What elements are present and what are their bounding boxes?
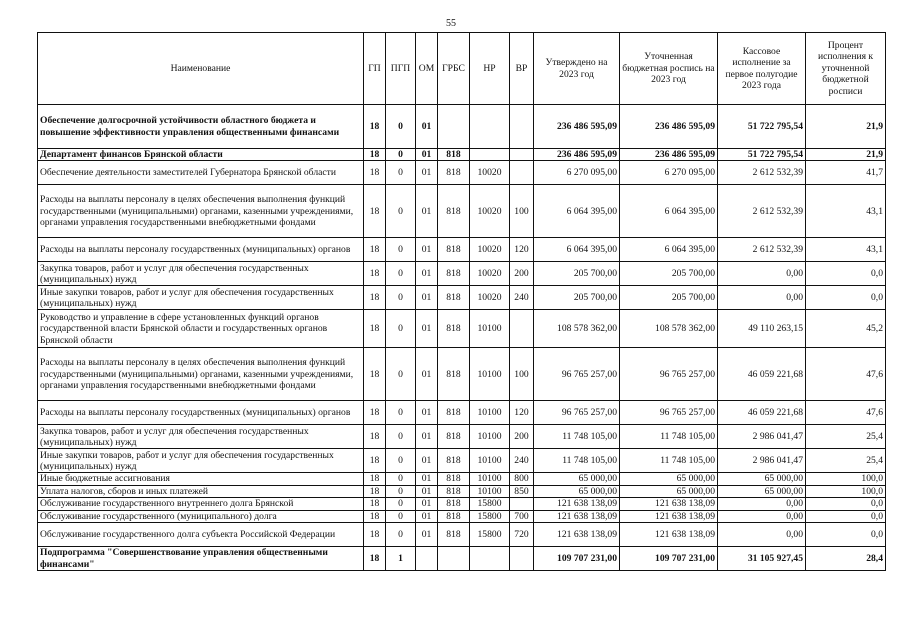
cell-percent: 43,1 — [806, 185, 886, 238]
cell-ppgp: 0 — [386, 149, 416, 161]
cell-name: Иные закупки товаров, работ и услуг для обеспечения государственных (муниципальных) нужд — [38, 449, 364, 473]
cell-approved: 205 700,00 — [534, 262, 620, 286]
cell-refined: 11 748 105,00 — [620, 425, 718, 449]
cell-name: Уплата налогов, сборов и иных платежей — [38, 485, 364, 497]
cell-name: Обеспечение деятельности заместителей Губернатора Брянской области — [38, 161, 364, 185]
table-row — [38, 523, 886, 547]
cell-approved: 121 638 138,09 — [534, 498, 620, 510]
cell-cash: 0,00 — [718, 510, 806, 522]
cell-ppgp: 0 — [386, 498, 416, 510]
cell-gp: 18 — [364, 310, 386, 348]
cell-name: Расходы на выплаты персоналу государственных (муниципальных) органов — [38, 401, 364, 425]
header-grbs: ГРБС — [438, 33, 470, 105]
cell-grbs: 818 — [438, 425, 470, 449]
cell-approved: 96 765 257,00 — [534, 401, 620, 425]
cell-approved: 96 765 257,00 — [534, 348, 620, 401]
cell-approved: 108 578 362,00 — [534, 310, 620, 348]
cell-np: 10100 — [470, 310, 510, 348]
cell-om: 01 — [416, 449, 438, 473]
cell-vr: 100 — [510, 348, 534, 401]
table-row — [38, 425, 886, 449]
cell-percent: 28,4 — [806, 547, 886, 571]
cell-vr: 100 — [510, 185, 534, 238]
table-row — [38, 149, 886, 161]
header-refined: Уточненная бюджетная роспись на 2023 год — [620, 33, 718, 105]
cell-cash: 2 612 532,39 — [718, 185, 806, 238]
cell-refined: 205 700,00 — [620, 286, 718, 310]
table-row — [38, 547, 886, 571]
cell-gp: 18 — [364, 238, 386, 262]
cell-refined: 205 700,00 — [620, 262, 718, 286]
cell-approved: 11 748 105,00 — [534, 449, 620, 473]
cell-name: Обеспечение долгосрочной устойчивости областного бюджета и повышение эффективности управления общественными финансами — [38, 105, 364, 149]
cell-om: 01 — [416, 473, 438, 485]
cell-refined: 96 765 257,00 — [620, 401, 718, 425]
cell-percent: 0,0 — [806, 523, 886, 547]
cell-om — [416, 547, 438, 571]
cell-name: Расходы на выплаты персоналу государственных (муниципальных) органов — [38, 238, 364, 262]
cell-refined: 121 638 138,09 — [620, 498, 718, 510]
cell-cash: 46 059 221,68 — [718, 348, 806, 401]
cell-np: 10100 — [470, 401, 510, 425]
cell-gp: 18 — [364, 149, 386, 161]
cell-approved: 11 748 105,00 — [534, 425, 620, 449]
cell-vr: 120 — [510, 238, 534, 262]
table-row — [38, 485, 886, 497]
cell-percent: 43,1 — [806, 238, 886, 262]
cell-approved: 6 064 395,00 — [534, 185, 620, 238]
cell-grbs: 818 — [438, 262, 470, 286]
cell-ppgp: 0 — [386, 286, 416, 310]
cell-np — [470, 547, 510, 571]
table-row — [38, 286, 886, 310]
cell-grbs: 818 — [438, 286, 470, 310]
cell-approved: 121 638 138,09 — [534, 510, 620, 522]
cell-vr — [510, 310, 534, 348]
table-row — [38, 498, 886, 510]
cell-approved: 109 707 231,00 — [534, 547, 620, 571]
cell-grbs: 818 — [438, 149, 470, 161]
cell-name: Расходы на выплаты персоналу в целях обеспечения выполнения функций государственными (муниципальными) органами, казенными учреждениями, органами управления государственными внебюджетными фондами — [38, 348, 364, 401]
cell-cash: 2 612 532,39 — [718, 238, 806, 262]
cell-name: Подпрограмма "Совершенствование управления общественными финансами" — [38, 547, 364, 571]
cell-percent: 0,0 — [806, 286, 886, 310]
cell-ppgp: 1 — [386, 547, 416, 571]
cell-ppgp: 0 — [386, 485, 416, 497]
cell-percent: 25,4 — [806, 449, 886, 473]
cell-om: 01 — [416, 161, 438, 185]
table-row — [38, 310, 886, 348]
cell-gp: 18 — [364, 348, 386, 401]
cell-cash: 65 000,00 — [718, 473, 806, 485]
cell-om: 01 — [416, 348, 438, 401]
cell-approved: 236 486 595,09 — [534, 105, 620, 149]
cell-vr — [510, 547, 534, 571]
cell-vr: 720 — [510, 523, 534, 547]
cell-refined: 6 064 395,00 — [620, 185, 718, 238]
cell-np: 10020 — [470, 286, 510, 310]
cell-np: 10100 — [470, 449, 510, 473]
cell-grbs: 818 — [438, 348, 470, 401]
cell-cash: 2 612 532,39 — [718, 161, 806, 185]
cell-np — [470, 105, 510, 149]
table-row — [38, 238, 886, 262]
header-om: ОМ — [416, 33, 438, 105]
cell-name: Руководство и управление в сфере установленных функций органов государственной власти Брянской области и государственных органов Брянской области — [38, 310, 364, 348]
cell-vr: 120 — [510, 401, 534, 425]
cell-gp: 18 — [364, 473, 386, 485]
cell-approved: 6 064 395,00 — [534, 238, 620, 262]
cell-vr — [510, 149, 534, 161]
cell-om: 01 — [416, 498, 438, 510]
cell-om: 01 — [416, 238, 438, 262]
cell-gp: 18 — [364, 401, 386, 425]
cell-grbs: 818 — [438, 523, 470, 547]
cell-grbs: 818 — [438, 310, 470, 348]
cell-approved: 121 638 138,09 — [534, 523, 620, 547]
cell-np: 10020 — [470, 238, 510, 262]
header-gp: ГП — [364, 33, 386, 105]
table-row — [38, 473, 886, 485]
cell-ppgp: 0 — [386, 523, 416, 547]
cell-percent: 45,2 — [806, 310, 886, 348]
cell-grbs: 818 — [438, 473, 470, 485]
cell-om: 01 — [416, 149, 438, 161]
cell-vr: 850 — [510, 485, 534, 497]
table-row — [38, 449, 886, 473]
cell-grbs: 818 — [438, 238, 470, 262]
cell-vr — [510, 105, 534, 149]
cell-cash: 65 000,00 — [718, 485, 806, 497]
cell-approved: 205 700,00 — [534, 286, 620, 310]
cell-ppgp: 0 — [386, 161, 416, 185]
cell-ppgp: 0 — [386, 348, 416, 401]
cell-np: 10100 — [470, 473, 510, 485]
cell-om: 01 — [416, 523, 438, 547]
header-cash: Кассовое исполнение за первое полугодие 2023 года — [718, 33, 806, 105]
cell-approved: 236 486 595,09 — [534, 149, 620, 161]
cell-name: Иные бюджетные ассигнования — [38, 473, 364, 485]
cell-vr: 800 — [510, 473, 534, 485]
cell-np: 10100 — [470, 485, 510, 497]
cell-om: 01 — [416, 401, 438, 425]
cell-grbs — [438, 105, 470, 149]
cell-name: Обслуживание государственного долга субъекта Российской Федерации — [38, 523, 364, 547]
cell-grbs: 818 — [438, 161, 470, 185]
cell-percent: 47,6 — [806, 348, 886, 401]
cell-refined: 65 000,00 — [620, 485, 718, 497]
cell-cash: 2 986 041,47 — [718, 425, 806, 449]
cell-percent: 100,0 — [806, 485, 886, 497]
header-np: НР — [470, 33, 510, 105]
cell-percent: 21,9 — [806, 149, 886, 161]
cell-gp: 18 — [364, 498, 386, 510]
cell-vr: 240 — [510, 286, 534, 310]
cell-cash: 2 986 041,47 — [718, 449, 806, 473]
cell-cash: 51 722 795,54 — [718, 149, 806, 161]
header-approved: Утверждено на 2023 год — [534, 33, 620, 105]
page-number: 55 — [446, 18, 456, 29]
cell-percent: 0,0 — [806, 510, 886, 522]
cell-ppgp: 0 — [386, 473, 416, 485]
cell-vr: 200 — [510, 262, 534, 286]
cell-om: 01 — [416, 105, 438, 149]
cell-ppgp: 0 — [386, 425, 416, 449]
cell-om: 01 — [416, 510, 438, 522]
cell-grbs: 818 — [438, 401, 470, 425]
table-row — [38, 105, 886, 149]
header-vr: ВР — [510, 33, 534, 105]
cell-name: Обслуживание государственного внутреннего долга Брянской — [38, 498, 364, 510]
cell-ppgp: 0 — [386, 449, 416, 473]
cell-ppgp: 0 — [386, 401, 416, 425]
cell-grbs: 818 — [438, 510, 470, 522]
table-row — [38, 262, 886, 286]
header-percent: Процент исполнения к уточненной бюджетной росписи — [806, 33, 886, 105]
cell-cash: 0,00 — [718, 498, 806, 510]
cell-ppgp: 0 — [386, 185, 416, 238]
cell-approved: 65 000,00 — [534, 473, 620, 485]
cell-om: 01 — [416, 286, 438, 310]
cell-np: 15800 — [470, 498, 510, 510]
cell-percent: 21,9 — [806, 105, 886, 149]
cell-ppgp: 0 — [386, 262, 416, 286]
cell-refined: 236 486 595,09 — [620, 149, 718, 161]
cell-name: Закупка товаров, работ и услуг для обеспечения государственных (муниципальных) нужд — [38, 425, 364, 449]
cell-approved: 65 000,00 — [534, 485, 620, 497]
cell-gp: 18 — [364, 547, 386, 571]
cell-vr — [510, 161, 534, 185]
cell-om: 01 — [416, 310, 438, 348]
cell-percent: 41,7 — [806, 161, 886, 185]
cell-ppgp: 0 — [386, 238, 416, 262]
cell-vr — [510, 498, 534, 510]
cell-ppgp: 0 — [386, 105, 416, 149]
table-row — [38, 185, 886, 238]
cell-name: Иные закупки товаров, работ и услуг для обеспечения государственных (муниципальных) нужд — [38, 286, 364, 310]
cell-cash: 31 105 927,45 — [718, 547, 806, 571]
cell-gp: 18 — [364, 485, 386, 497]
cell-percent: 25,4 — [806, 425, 886, 449]
cell-grbs — [438, 547, 470, 571]
cell-refined: 109 707 231,00 — [620, 547, 718, 571]
cell-gp: 18 — [364, 449, 386, 473]
cell-gp: 18 — [364, 510, 386, 522]
table-row — [38, 401, 886, 425]
cell-ppgp: 0 — [386, 510, 416, 522]
cell-om: 01 — [416, 185, 438, 238]
cell-refined: 121 638 138,09 — [620, 510, 718, 522]
cell-om: 01 — [416, 262, 438, 286]
cell-cash: 46 059 221,68 — [718, 401, 806, 425]
cell-refined: 65 000,00 — [620, 473, 718, 485]
cell-ppgp: 0 — [386, 310, 416, 348]
cell-cash: 0,00 — [718, 523, 806, 547]
cell-grbs: 818 — [438, 485, 470, 497]
cell-name: Расходы на выплаты персоналу в целях обеспечения выполнения функций государственными (муниципальными) органами, казенными учреждениями, органами управления государственными внебюджетными фондами — [38, 185, 364, 238]
cell-approved: 6 270 095,00 — [534, 161, 620, 185]
cell-refined: 108 578 362,00 — [620, 310, 718, 348]
table-row — [38, 348, 886, 401]
cell-gp: 18 — [364, 185, 386, 238]
cell-refined: 121 638 138,09 — [620, 523, 718, 547]
cell-cash: 0,00 — [718, 286, 806, 310]
cell-np: 15800 — [470, 523, 510, 547]
cell-grbs: 818 — [438, 498, 470, 510]
cell-cash: 49 110 263,15 — [718, 310, 806, 348]
cell-om: 01 — [416, 485, 438, 497]
cell-cash: 0,00 — [718, 262, 806, 286]
cell-percent: 47,6 — [806, 401, 886, 425]
budget-table — [37, 32, 886, 571]
cell-gp: 18 — [364, 425, 386, 449]
cell-vr: 200 — [510, 425, 534, 449]
cell-refined: 236 486 595,09 — [620, 105, 718, 149]
cell-percent: 100,0 — [806, 473, 886, 485]
cell-np: 10100 — [470, 425, 510, 449]
cell-gp: 18 — [364, 105, 386, 149]
cell-gp: 18 — [364, 262, 386, 286]
cell-np — [470, 149, 510, 161]
cell-gp: 18 — [364, 523, 386, 547]
cell-np: 10020 — [470, 262, 510, 286]
cell-gp: 18 — [364, 286, 386, 310]
cell-percent: 0,0 — [806, 262, 886, 286]
cell-vr: 700 — [510, 510, 534, 522]
cell-grbs: 818 — [438, 449, 470, 473]
cell-np: 15800 — [470, 510, 510, 522]
table-row — [38, 161, 886, 185]
cell-name: Закупка товаров, работ и услуг для обеспечения государственных (муниципальных) нужд — [38, 262, 364, 286]
cell-refined: 11 748 105,00 — [620, 449, 718, 473]
header-ppgp: ПГП — [386, 33, 416, 105]
cell-grbs: 818 — [438, 185, 470, 238]
cell-vr: 240 — [510, 449, 534, 473]
cell-refined: 6 270 095,00 — [620, 161, 718, 185]
cell-om: 01 — [416, 425, 438, 449]
cell-refined: 6 064 395,00 — [620, 238, 718, 262]
cell-name: Обслуживание государственного (муниципального) долга — [38, 510, 364, 522]
table-header-row — [38, 33, 886, 105]
table-row — [38, 510, 886, 522]
cell-percent: 0,0 — [806, 498, 886, 510]
cell-refined: 96 765 257,00 — [620, 348, 718, 401]
cell-cash: 51 722 795,54 — [718, 105, 806, 149]
header-name: Наименование — [38, 33, 364, 105]
cell-np: 10020 — [470, 161, 510, 185]
cell-np: 10020 — [470, 185, 510, 238]
cell-np: 10100 — [470, 348, 510, 401]
cell-name: Департамент финансов Брянской области — [38, 149, 364, 161]
cell-gp: 18 — [364, 161, 386, 185]
